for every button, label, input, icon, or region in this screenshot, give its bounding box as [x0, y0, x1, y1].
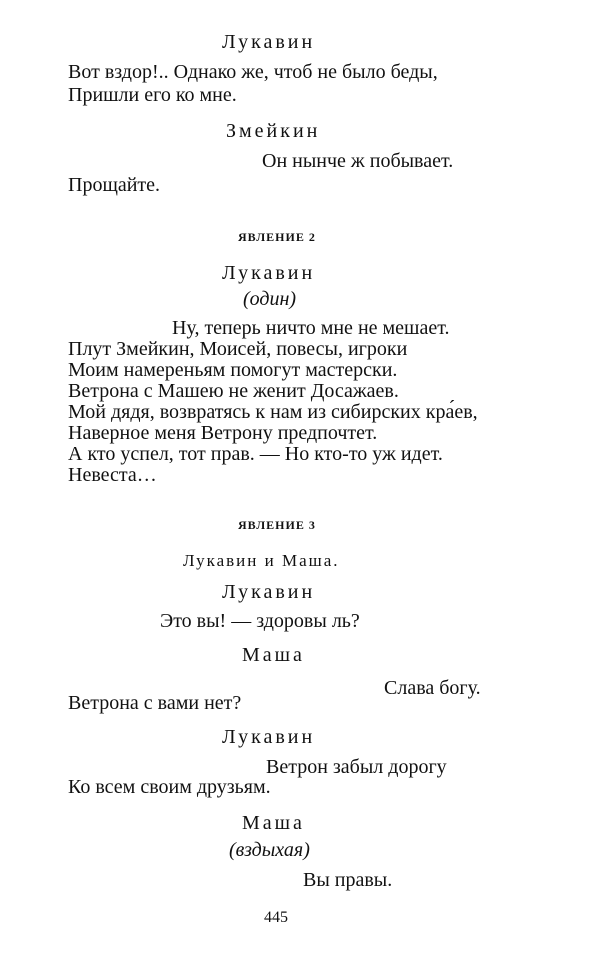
verse-line: Вы правы.: [303, 869, 393, 891]
verse-line: Ветрона с Машею не женит Досажаев.: [68, 380, 399, 402]
speaker-name: Маша: [242, 644, 305, 666]
verse-line: А кто успел, тот прав. — Но кто-то уж идет.: [68, 443, 443, 465]
verse-line: Мой дядя, возвратясь к нам из сибирских кра́ев,: [68, 401, 478, 423]
speaker-name: Лукавин: [222, 262, 316, 284]
speaker-name: Маша: [242, 812, 305, 834]
verse-line: Невеста…: [68, 464, 157, 486]
cast-list: Лукавин и Маша.: [183, 551, 340, 570]
speaker-name: Лукавин: [222, 581, 316, 603]
verse-line: Ветрон забыл дорогу: [266, 756, 447, 778]
speaker-name: Лукавин: [222, 31, 316, 53]
page-number: 445: [264, 909, 288, 926]
verse-line: Ветрона с вами нет?: [68, 692, 242, 714]
scene-heading: ЯВЛЕНИЕ 3: [238, 518, 316, 532]
verse-line: Моим намереньям помогут мастерски.: [68, 359, 398, 381]
verse-line: Он нынче ж побывает.: [262, 150, 454, 172]
speaker-name: Лукавин: [222, 726, 316, 748]
stage-direction: (один): [243, 288, 297, 310]
verse-line: Прощайте.: [68, 174, 161, 196]
verse-line: Наверное меня Ветрону предпочтет.: [68, 422, 378, 444]
verse-line: Вот вздор!.. Однако же, чтоб не было беды,: [68, 61, 438, 83]
verse-line: Ну, теперь ничто мне не мешает.: [172, 317, 450, 339]
verse-line: Это вы! — здоровы ль?: [160, 610, 360, 632]
speaker-name: Змейкин: [226, 120, 321, 142]
verse-line: Пришли его ко мне.: [68, 84, 237, 106]
scene-heading: ЯВЛЕНИЕ 2: [238, 230, 316, 244]
verse-line: Ко всем своим друзьям.: [68, 776, 271, 798]
verse-line: Слава богу.: [384, 677, 481, 699]
verse-line: Плут Змейкин, Моисей, повесы, игроки: [68, 338, 408, 360]
stage-direction: (вздыхая): [229, 839, 310, 861]
